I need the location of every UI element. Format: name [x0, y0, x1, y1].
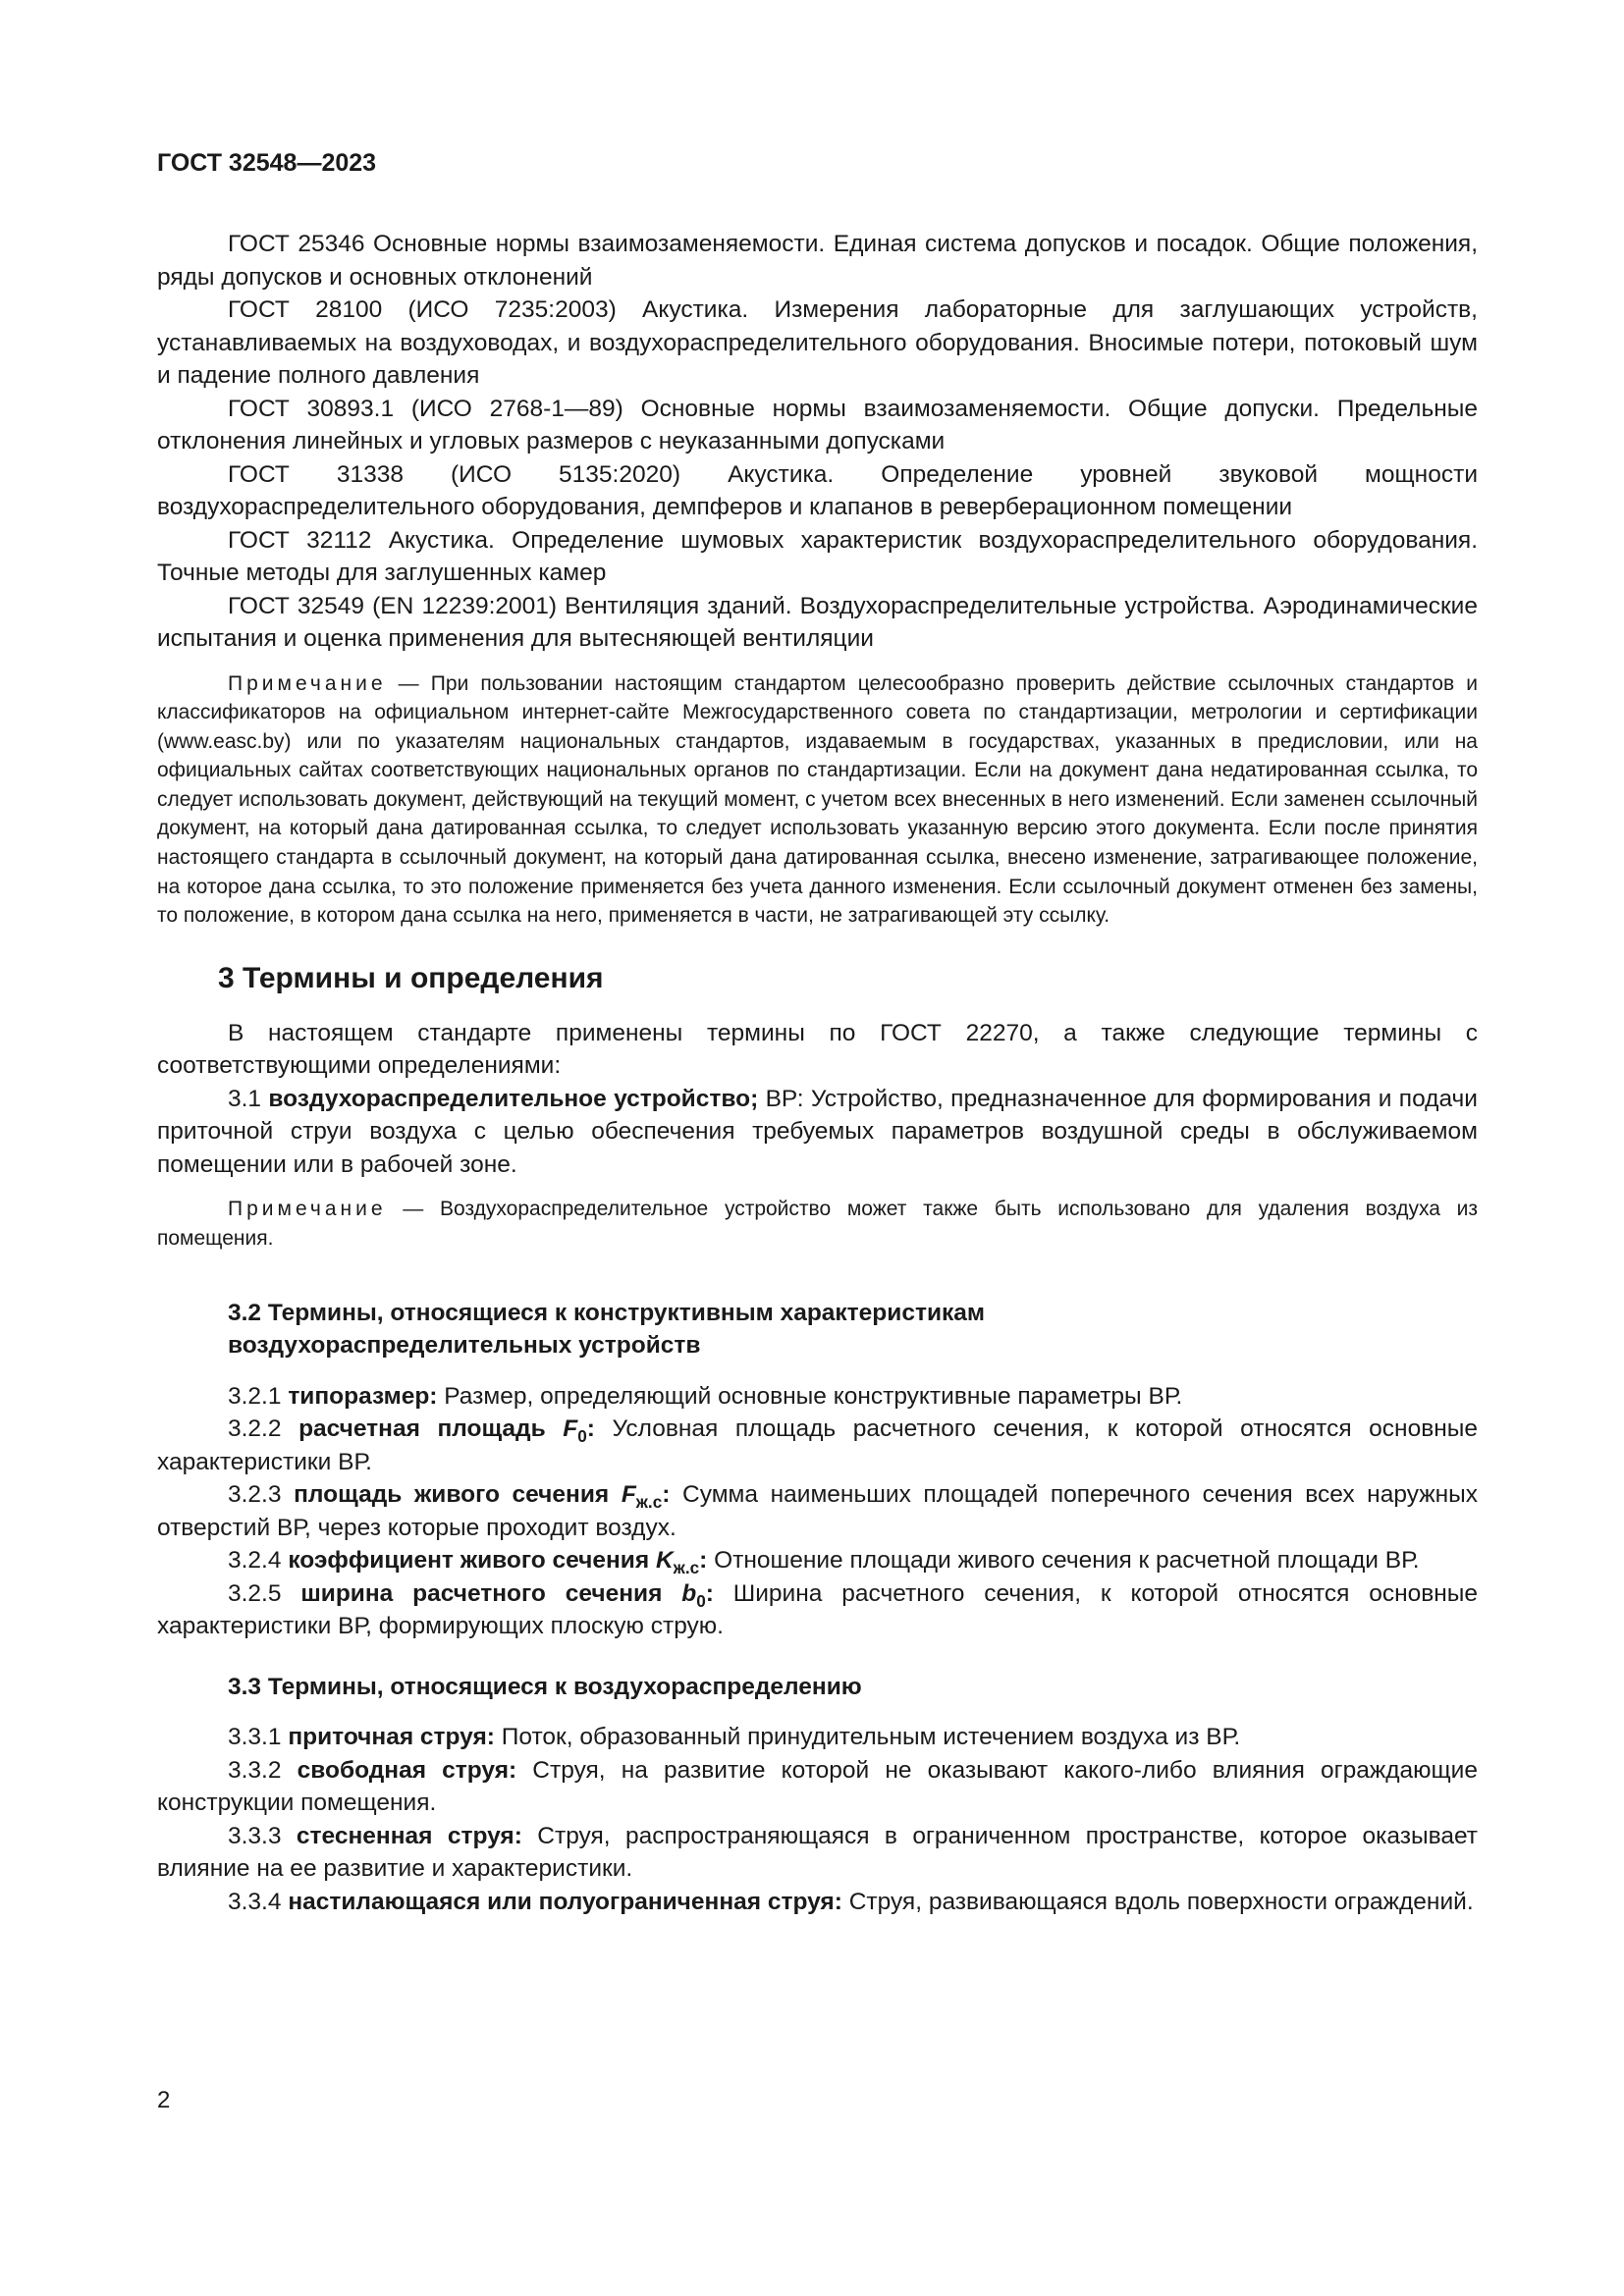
term-symbol: K — [655, 1547, 674, 1575]
term-colon: : — [586, 1415, 595, 1443]
subsection-3-2-terms — [157, 1380, 1478, 1643]
term-number: 3.2.3 — [228, 1481, 295, 1509]
term-name: приточная струя: — [288, 1724, 495, 1751]
term-definition: Сумма наименьших площадей поперечного сечения всех наружных отверстий ВР, через которые проходит воздух. — [157, 1481, 1478, 1541]
reference-item: ГОСТ 25346 Основные нормы взаимозаменяемости. Единая система допусков и посадок. Общие положения, ряды допусков и основных отклонений — [157, 231, 1478, 291]
term-entry — [157, 1754, 1478, 1820]
term-number: 3.3.4 — [228, 1888, 289, 1915]
term-number: 3.2.1 — [228, 1382, 289, 1410]
term-definition: Поток, образованный принудительным истечением воздуха из ВР. — [494, 1724, 1241, 1751]
term-colon: : — [705, 1579, 714, 1607]
reference-item: ГОСТ 31338 (ИСО 5135:2020) Акустика. Определение уровней звуковой мощности воздухораспределительного оборудования, демпферов и клапанов в реверберационном помещении — [157, 460, 1478, 520]
term-entry — [157, 1577, 1478, 1643]
term-name: площадь живого сечения — [294, 1481, 622, 1509]
term-definition: ВР: Устройство, предназначенное для формирования и подачи приточной струи воздуха с целью обеспечения требуемых параметров воздушной среды в обслуживаемом помещении или в рабочей зоне. — [157, 1085, 1478, 1178]
term-name: типоразмер: — [288, 1382, 438, 1410]
page-content — [157, 228, 1478, 1918]
term-number: 3.2.5 — [228, 1579, 301, 1607]
term-name: стесненная струя: — [296, 1822, 522, 1849]
term-3-1: 3.1 воздухораспределительное устройство; ВР: Устройство, предназначенное для формирования и подачи приточной струи воздуха с целью обеспечения требуемых параметров воздушной среды в обслуживаемом помещении или в рабочей зоне. — [157, 1085, 1478, 1178]
term-entry — [157, 1820, 1478, 1886]
term-number: 3.3.2 — [228, 1756, 298, 1784]
term-definition: Струя, развивающаяся вдоль поверхности ограждений. — [841, 1888, 1474, 1915]
term-number: 3.3.3 — [228, 1822, 297, 1849]
term-number: 3.2.2 — [228, 1415, 299, 1443]
term-entry — [157, 1721, 1478, 1754]
term-name: настилающаяся или полуограниченная струя: — [288, 1888, 842, 1915]
term-symbol: F — [563, 1415, 578, 1443]
page-number: 2 — [157, 2087, 171, 2113]
normative-references — [157, 228, 1478, 656]
term-entry — [157, 1478, 1478, 1544]
term-name: коэффициент живого сечения — [288, 1547, 656, 1575]
note-label: Примечание — [228, 1198, 387, 1221]
term-definition: Размер, определяющий основные конструктивные параметры ВР. — [437, 1382, 1183, 1410]
term-definition: Отношение площади живого сечения к расчетной площади ВР. — [707, 1547, 1420, 1575]
note-label: Примечание — [228, 671, 387, 695]
note-term-3-1 — [157, 1195, 1478, 1253]
term-entry — [157, 1380, 1478, 1414]
term-number: 3.3.1 — [228, 1724, 289, 1751]
term-symbol-subscript: 0 — [696, 1590, 706, 1611]
term-symbol-subscript: ж.с — [673, 1558, 700, 1578]
term-number: 3.2.4 — [228, 1547, 289, 1575]
term-entry — [157, 1544, 1478, 1577]
subsection-3-2-heading: 3.2 Термины, относящиеся к конструктивным характеристикам воздухораспределительных устройств — [228, 1299, 986, 1360]
term-entry — [157, 1413, 1478, 1478]
term-colon: : — [662, 1481, 671, 1509]
reference-item: ГОСТ 28100 (ИСО 7235:2003) Акустика. Измерения лабораторные для заглушающих устройств, устанавливаемых на воздуховодах, и воздухораспределительного оборудования. Вносимые потери, потоковый шум и падение полного давления — [157, 296, 1478, 389]
subsection-3-3-terms — [157, 1721, 1478, 1918]
term-colon: : — [699, 1547, 708, 1575]
term-name: расчетная площадь — [298, 1415, 564, 1443]
term-definition: Струя, распространяющаяся в ограниченном пространстве, которое оказывает влияние на ее развитие и характеристики. — [157, 1822, 1478, 1883]
note-references — [157, 669, 1478, 931]
document-id-header: ГОСТ 32548—2023 — [157, 149, 377, 177]
term-name: ширина расчетного сечения — [300, 1579, 682, 1607]
term-name: свободная струя: — [297, 1756, 517, 1784]
term-symbol: F — [621, 1481, 636, 1509]
term-symbol-subscript: 0 — [577, 1426, 587, 1447]
note-text: — При пользовании настоящим стандартом целесообразно проверить действие ссылочных стандартов и классификаторов на официальном интернет-сайте Межгосударственного совета по стандартизации, метрологии и сертификации (www.easc.by) или по указателям национальных стандартов, издаваемым в государствах, указанных в предисловии, или на официальных сайтах соответствующих национальных органов по стандартизации. Если на документ дана недатированная ссылка, то следует использовать документ, действующий на текущий момент, с учетом всех внесенных в него изменений. Если заменен ссылочный документ, на который дана датированная ссылка, то следует использовать указанную версию этого документа. Если после принятия настоящего стандарта в ссылочный документ, на который дана датированная ссылка, внесено изменение, затрагивающее положение, на которое дана ссылка, то это положение применяется без учета данного изменения. Если ссылочный документ отменен без замены, то положение, в котором дана ссылка на него, применяется в части, не затрагивающей эту ссылку. — [157, 671, 1478, 928]
reference-item: ГОСТ 30893.1 (ИСО 2768-1—89) Основные нормы взаимозаменяемости. Общие допуски. Предельные отклонения линейных и угловых размеров с неуказанными допусками — [157, 395, 1478, 454]
term-symbol: b — [681, 1579, 697, 1607]
term-symbol-subscript: ж.с — [635, 1492, 663, 1513]
term-entry — [157, 1886, 1478, 1919]
term-definition: Струя, на развитие которой не оказывают какого-либо влияния ограждающие конструкции помещения. — [157, 1756, 1478, 1817]
term-definition: Условная площадь расчетного сечения, к которой относятся основные характеристики ВР. — [157, 1415, 1478, 1475]
note-text: — Воздухораспределительное устройство может также быть использовано для удаления воздуха из помещения. — [157, 1198, 1478, 1250]
reference-item: ГОСТ 32549 (EN 12239:2001) Вентиляция зданий. Воздухораспределительные устройства. Аэродинамические испытания и оценка применения для вытесняющей вентиляции — [157, 592, 1478, 652]
section-3-intro: В настоящем стандарте применены термины по ГОСТ 22270, а также следующие термины с соответствующими определениями: — [157, 1019, 1478, 1080]
section-3-heading: 3 Термины и определения — [218, 961, 604, 994]
term-name: воздухораспределительное устройство; — [268, 1085, 759, 1112]
reference-item: ГОСТ 32112 Акустика. Определение шумовых характеристик воздухораспределительного оборудования. Точные методы для заглушенных камер — [157, 526, 1478, 586]
term-definition: Ширина расчетного сечения, к которой относятся основные характеристики ВР, формирующих плоскую струю. — [157, 1579, 1478, 1640]
subsection-3-3-heading: 3.3 Термины, относящиеся к воздухораспределению — [228, 1673, 862, 1700]
